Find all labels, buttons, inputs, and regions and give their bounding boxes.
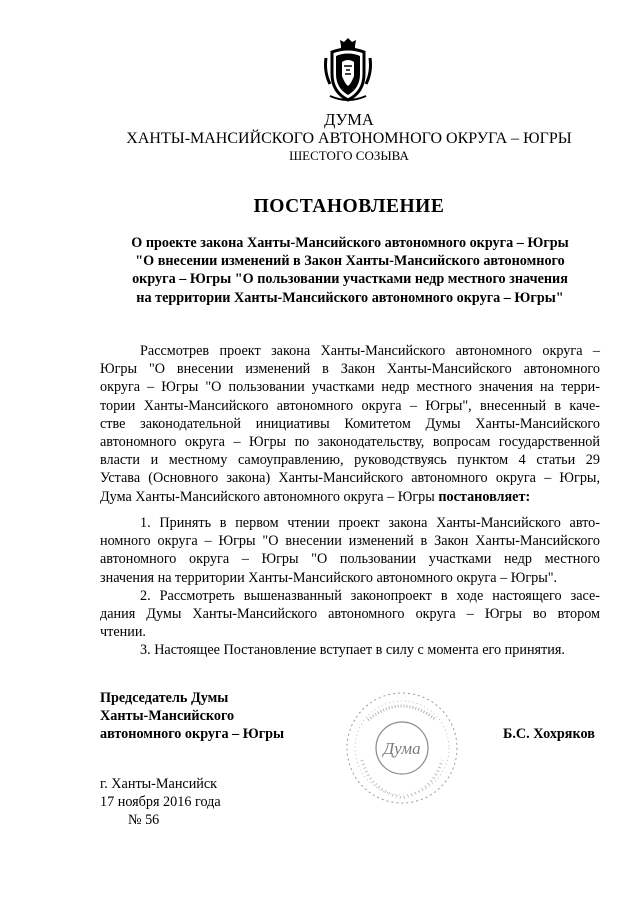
preamble-line: Устава (Основного закона) Ханты-Мансийского автономного округа – Югры, xyxy=(100,470,600,487)
preamble-line: округа – Югры "О пользовании участками недр местного значения на терри- xyxy=(100,379,600,396)
preamble-line: тории Ханты-Мансийского автономного округа – Югры", внесенный в каче- xyxy=(100,397,600,414)
item-line: 2. Рассмотреть вышеназванный законопроект в ходе настоящего засе- xyxy=(140,587,600,604)
item-line: автономного округа – Югры "О пользовании участками недр местного xyxy=(100,551,600,568)
preamble-last-text: Дума Ханты-Мансийского автономного округа – Югры xyxy=(100,488,435,505)
coat-of-arms-emblem xyxy=(322,38,374,102)
signer-title-line: Председатель Думы xyxy=(100,690,229,706)
preamble-line: власти и местному самоуправлению, руководствуясь пунктом 4 статьи 29 xyxy=(100,452,600,469)
subject-line: О проекте закона Ханты-Мансийского автономного округа – Югры xyxy=(131,235,569,251)
item-line: номного округа – Югры "О внесении изменений в Закон Ханты-Мансийского xyxy=(100,533,600,550)
signer-title-line: Ханты-Мансийского xyxy=(100,708,235,725)
item-line: дания Думы Ханты-Мансийского автономного округа – Югры во втором xyxy=(100,606,600,623)
document-footer xyxy=(100,775,221,830)
org-name: ДУМА xyxy=(324,110,374,129)
issue-date: 17 ноября 2016 года xyxy=(100,794,221,811)
signer-name: Б.С. Хохряков xyxy=(503,726,595,742)
convocation: ШЕСТОГО СОЗЫВА xyxy=(289,148,409,163)
item-line: значения на территории Ханты-Мансийского автономного округа – Югры". xyxy=(100,569,558,586)
preamble-paragraph xyxy=(100,342,600,506)
issue-city: г. Ханты-Мансийск xyxy=(100,776,218,792)
item-line: 1. Принять в первом чтении проект закона Ханты-Мансийского авто- xyxy=(140,515,600,531)
decides-word: постановляет: xyxy=(438,488,531,505)
resolution-items xyxy=(100,514,600,660)
preamble-line: Рассмотрев проект закона Ханты-Мансийского автономного округа – xyxy=(140,343,600,359)
preamble-line xyxy=(100,488,600,506)
signer-title xyxy=(100,689,284,744)
official-seal-stamp xyxy=(340,690,465,808)
preamble-line: автономного округа – Югры по законодательству, вопросам государственной xyxy=(100,434,600,451)
item-line: чтении. xyxy=(100,624,146,641)
stamp-center-text: Дума xyxy=(383,739,421,758)
org-full-name: ХАНТЫ-МАНСИЙСКОГО АВТОНОМНОГО ОКРУГА – ЮГРЫ xyxy=(126,130,572,147)
preamble-line: стве законодательной инициативы Комитетом Думы Ханты-Мансийского xyxy=(100,415,600,432)
subject-line: "О внесении изменений в Закон Ханты-Мансийского автономного xyxy=(135,253,565,270)
preamble-line: Югры "О внесении изменений в Закон Ханты-Мансийского автономного xyxy=(100,361,600,378)
document-type-title: ПОСТАНОВЛЕНИЕ xyxy=(253,196,445,217)
subject-line: округа – Югры "О пользовании участками недр местного значения xyxy=(132,271,568,288)
document-subject xyxy=(100,234,600,307)
subject-line: на территории Ханты-Мансийского автономного округа – Югры" xyxy=(136,289,564,306)
document-number: № 56 xyxy=(128,812,160,829)
item-line: 3. Настоящее Постановление вступает в силу с момента его принятия. xyxy=(140,642,565,659)
signer-title-line: автономного округа – Югры xyxy=(100,726,285,743)
